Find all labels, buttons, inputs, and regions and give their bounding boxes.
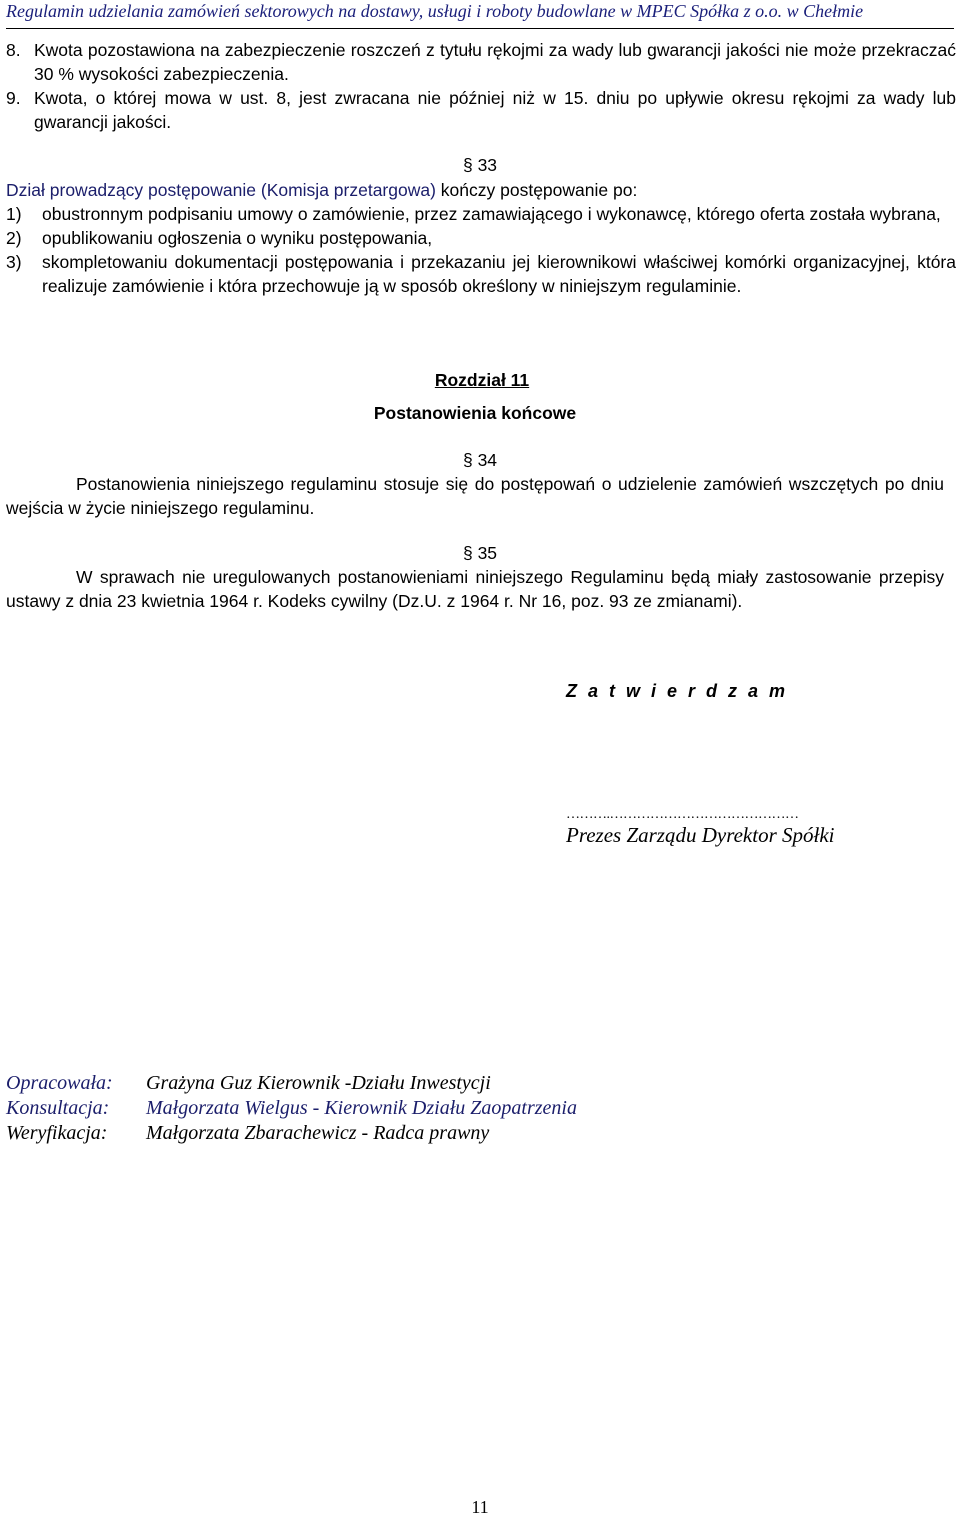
item-text: Kwota pozostawiona na zabezpieczenie roszczeń z tytułu rękojmi za wady lub gwarancji jakości nie może przekraczać 30 % wysokości zabezpieczenia. <box>34 40 956 84</box>
section-33-body <box>6 178 956 298</box>
item-number: 2) <box>6 228 22 248</box>
credit-row <box>6 1121 577 1146</box>
item-number: 8. <box>6 40 21 60</box>
section-35-text: W sprawach nie uregulowanych postanowieniami niniejszego Regulaminu będą miały zastosowanie przepisy ustawy z dnia 23 kwietnia 1964 r. Kodeks cywilny (Dz.U. z 1964 r. Nr 16, poz. 93 ze zmianami). <box>6 567 944 611</box>
credit-value: Małgorzata Wielgus - Kierownik Działu Zaopatrzenia <box>146 1097 577 1119</box>
list-item <box>6 250 956 298</box>
page-number: 11 <box>471 1497 489 1517</box>
item-text: obustronnym podpisaniu umowy o zamówienie, przez zamawiającego i wykonawcę, którego oferta została wybrana, <box>42 204 941 224</box>
chapter-title: Rozdział 11 <box>434 370 530 390</box>
signature-dots: ……….…………………………………… <box>566 807 799 822</box>
credits-table <box>6 1071 577 1146</box>
credit-label: Konsultacja: <box>6 1097 110 1119</box>
list-item <box>6 38 956 86</box>
running-header: Regulamin udzielania zamówień sektorowych na dostawy, usługi i roboty budowlane w MPEC Spółka z o.o. w Chełmie <box>6 0 954 29</box>
approval-label: Z a t w i e r d z a m <box>566 681 789 701</box>
section-33-intro <box>6 178 956 202</box>
list-item <box>6 226 956 250</box>
signatory-title: Prezes Zarządu Dyrektor Spółki <box>566 823 835 847</box>
top-items <box>6 38 956 134</box>
item-text: opublikowaniu ogłoszenia o wyniku postępowania, <box>42 228 433 248</box>
item-number: 3) <box>6 252 22 272</box>
section-34-heading: § 34 <box>462 450 498 470</box>
item-number: 9. <box>6 88 21 108</box>
chapter-subtitle: Postanowienia końcowe <box>373 403 577 423</box>
credit-value: Grażyna Guz Kierownik -Działu Inwestycji <box>146 1072 491 1094</box>
list-item <box>6 86 956 134</box>
credit-value: Małgorzata Zbarachewicz - Radca prawny <box>146 1122 490 1144</box>
section-33-intro-subject: Dział prowadzący postępowanie (Komisja przetargowa) <box>6 180 436 200</box>
item-text: Kwota, o której mowa w ust. 8, jest zwracana nie później niż w 15. dniu po upływie okresu rękojmi za wady lub gwarancji jakości. <box>34 88 956 132</box>
list-item <box>6 202 956 226</box>
section-33-heading: § 33 <box>462 155 498 175</box>
section-33-intro-rest: kończy postępowanie po: <box>435 180 638 200</box>
item-number: 1) <box>6 204 22 224</box>
credit-label: Weryfikacja: <box>6 1122 108 1144</box>
section-35-heading: § 35 <box>462 543 498 563</box>
credit-label: Opracowała: <box>6 1072 113 1094</box>
item-text: skompletowaniu dokumentacji postępowania i przekazaniu jej kierownikowi właściwej komórki organizacyjnej, która realizuje zamówienie i która przechowuje ją w sposób określony w niniejszym regulaminie. <box>42 252 956 296</box>
credit-row <box>6 1096 577 1121</box>
credit-row <box>6 1071 577 1096</box>
section-34-text: Postanowienia niniejszego regulaminu stosuje się do postępowań o udzielenie zamówień wszczętych po dniu wejścia w życie niniejszego regulaminu. <box>6 474 944 518</box>
